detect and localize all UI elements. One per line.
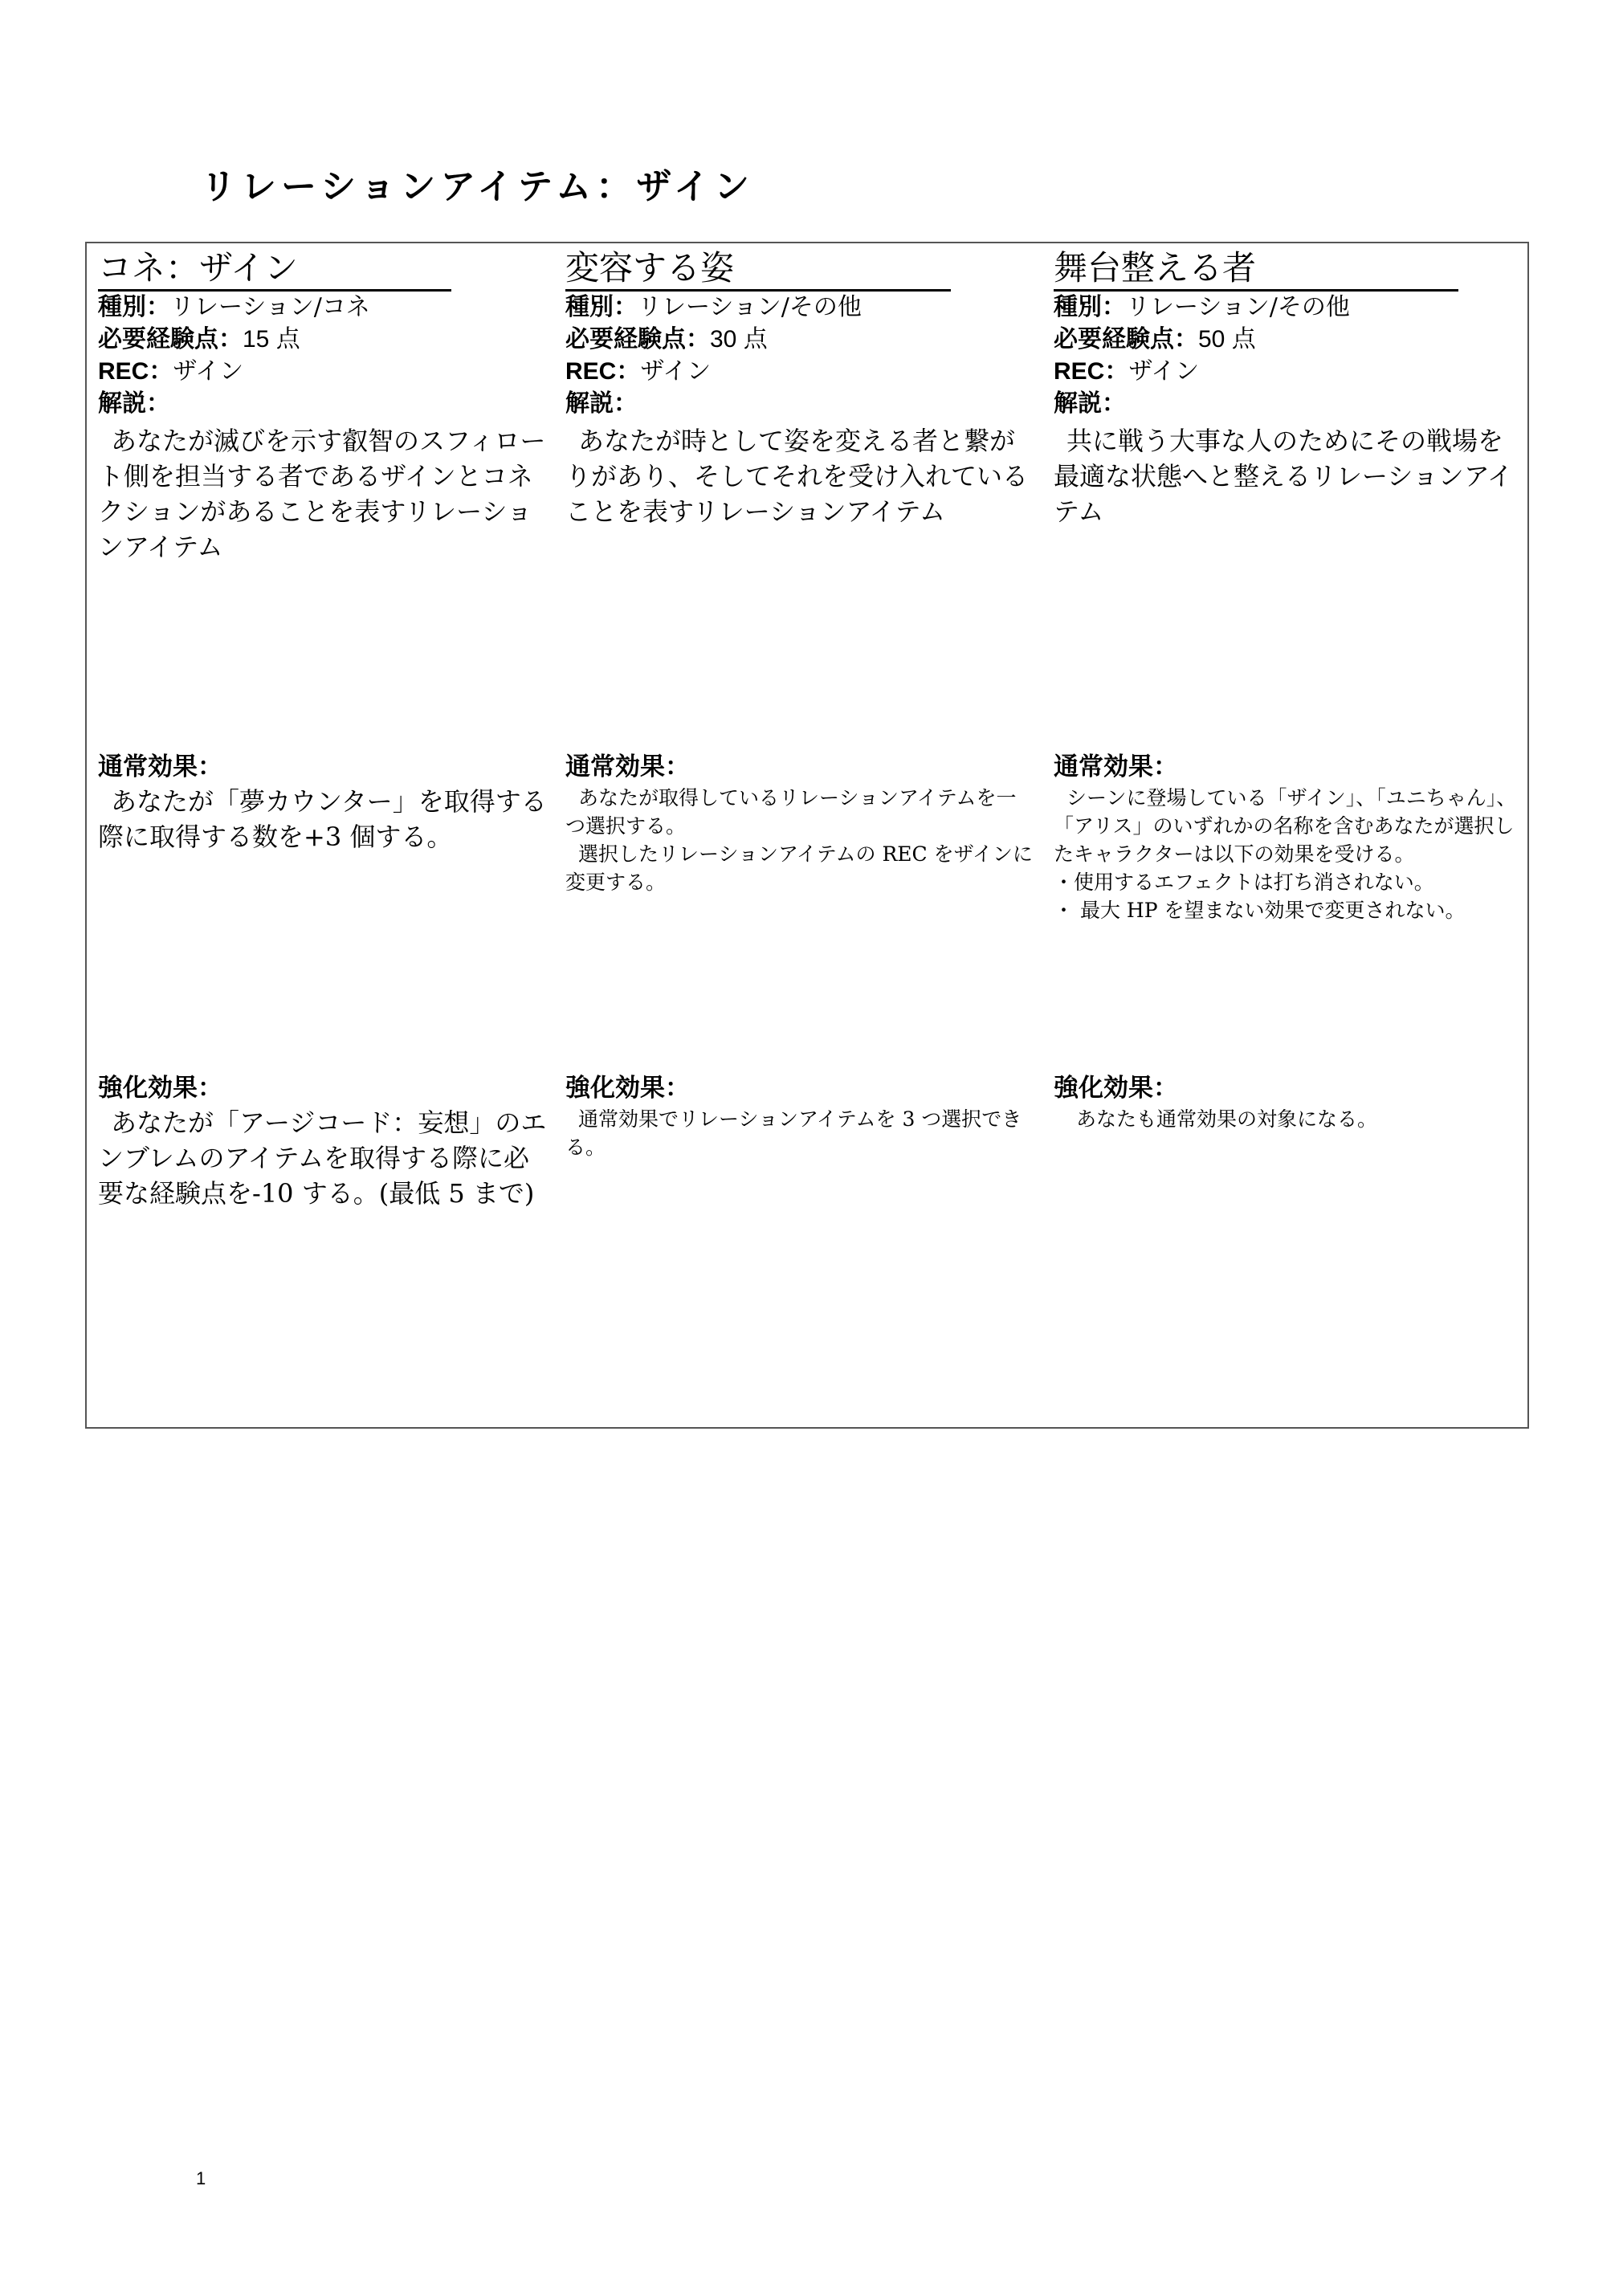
- rec-label: REC：: [565, 358, 641, 385]
- exp-value: 15 点: [243, 326, 300, 353]
- exp-value: 30 点: [710, 326, 768, 353]
- type-value: リレーション/その他: [1126, 293, 1350, 321]
- effect-line: あなたが取得しているリレーションアイテムを一つ選択する。: [565, 786, 1017, 838]
- effect-line: ・ 最大 HP を望まない効果で変更されない。: [1054, 899, 1466, 922]
- enhanced-effect-section: [1054, 1071, 1519, 1133]
- enhanced-effect-label: 強化効果：: [565, 1074, 690, 1102]
- rec-value: ザイン: [1128, 357, 1200, 385]
- effect-line: あなたが「アージコード：妄想」のエンブレムのアイテムを取得する際に必要な経験点を-10 する。(最低 5 まで): [98, 1107, 547, 1209]
- description-label-row: [1054, 388, 1526, 420]
- item-column-changing-form: [565, 243, 1042, 1427]
- type-value: リレーション/コネ: [170, 293, 370, 321]
- item-type-row: [565, 292, 1042, 324]
- item-meta: [1054, 292, 1526, 420]
- normal-effect-section: [98, 750, 548, 854]
- exp-label: 必要経験点：: [1054, 326, 1198, 353]
- item-description: 共に戦う大事な人のためにその戦場を最適な状態へと整えるリレーションアイテム: [1054, 426, 1513, 527]
- normal-effect-text: [1054, 784, 1519, 924]
- item-description: あなたが滅びを示す叡智のスフィロート側を担当する者であるザインとコネクションがあることを表すリレーションアイテム: [98, 426, 546, 562]
- rec-label: REC：: [1054, 358, 1129, 385]
- item-exp-row: [565, 324, 1042, 356]
- normal-effect-label: 通常効果：: [1054, 752, 1178, 781]
- effect-line: 通常効果でリレーションアイテムを 3 つ選択できる。: [565, 1107, 1022, 1159]
- type-value: リレーション/その他: [638, 293, 862, 321]
- effect-line: ・使用するエフェクトは打ち消されない。: [1054, 871, 1434, 894]
- item-exp-row: [98, 324, 554, 356]
- item-rec-row: [98, 356, 554, 388]
- description-label-row: [565, 388, 1042, 420]
- rec-label: REC：: [98, 358, 173, 385]
- enhanced-effect-label: 強化効果：: [98, 1074, 222, 1102]
- item-meta: [565, 292, 1042, 420]
- normal-effect-section: [1054, 750, 1519, 924]
- item-exp-row: [1054, 324, 1526, 356]
- effect-line: シーンに登場している「ザイン」、「ユニちゃん」、「アリス」のいずれかの名称を含むあなたが選択したキャラクターは以下の効果を受ける。: [1054, 786, 1517, 866]
- normal-effect-label: 通常効果：: [565, 752, 690, 781]
- normal-effect-text: [98, 784, 548, 854]
- item-rec-row: [565, 356, 1042, 388]
- relation-items-table: [85, 242, 1529, 1429]
- item-meta: [98, 292, 554, 420]
- exp-label: 必要経験点：: [98, 326, 243, 353]
- enhanced-effect-text: [565, 1105, 1036, 1161]
- enhanced-effect-section: [98, 1071, 548, 1211]
- effect-line: あなたが「夢カウンター」を取得する際に取得する数を+3 個する。: [98, 786, 547, 852]
- enhanced-effect-text: [1054, 1105, 1519, 1133]
- item-name: コネ：ザイン: [98, 244, 451, 292]
- type-label: 種別：: [565, 294, 638, 320]
- description-label: 解説：: [1054, 390, 1126, 417]
- enhanced-effect-text: [98, 1105, 548, 1211]
- item-type-row: [98, 292, 554, 324]
- normal-effect-text: [565, 784, 1036, 896]
- enhanced-effect-label: 強化効果：: [1054, 1074, 1178, 1102]
- item-type-row: [1054, 292, 1526, 324]
- item-column-stage-setter: [1054, 243, 1526, 1427]
- description-label-row: [98, 388, 554, 420]
- type-label: 種別：: [1054, 294, 1126, 320]
- type-label: 種別：: [98, 294, 170, 320]
- item-name: 舞台整える者: [1054, 244, 1458, 292]
- effect-line: 選択したリレーションアイテムの REC をザインに変更する。: [565, 842, 1033, 894]
- item-name: 変容する姿: [565, 244, 951, 292]
- normal-effect-label: 通常効果：: [98, 752, 222, 781]
- description-label: 解説：: [565, 390, 638, 417]
- rec-value: ザイン: [173, 357, 244, 385]
- item-description: あなたが時として姿を変える者と繋がりがあり、そしてそれを受け入れていることを表すリレーションアイテム: [565, 426, 1029, 527]
- item-rec-row: [1054, 356, 1526, 388]
- page-number: 1: [196, 2168, 206, 2188]
- page-title: リレーションアイテム：ザイン: [201, 166, 754, 207]
- description-label: 解説：: [98, 390, 170, 417]
- exp-label: 必要経験点：: [565, 326, 710, 353]
- item-column-zain-connection: [98, 243, 554, 1427]
- exp-value: 50 点: [1198, 326, 1256, 353]
- normal-effect-section: [565, 750, 1036, 896]
- rec-value: ザイン: [640, 357, 712, 385]
- effect-line: あなたも通常効果の対象になる。: [1076, 1107, 1378, 1131]
- enhanced-effect-section: [565, 1071, 1036, 1161]
